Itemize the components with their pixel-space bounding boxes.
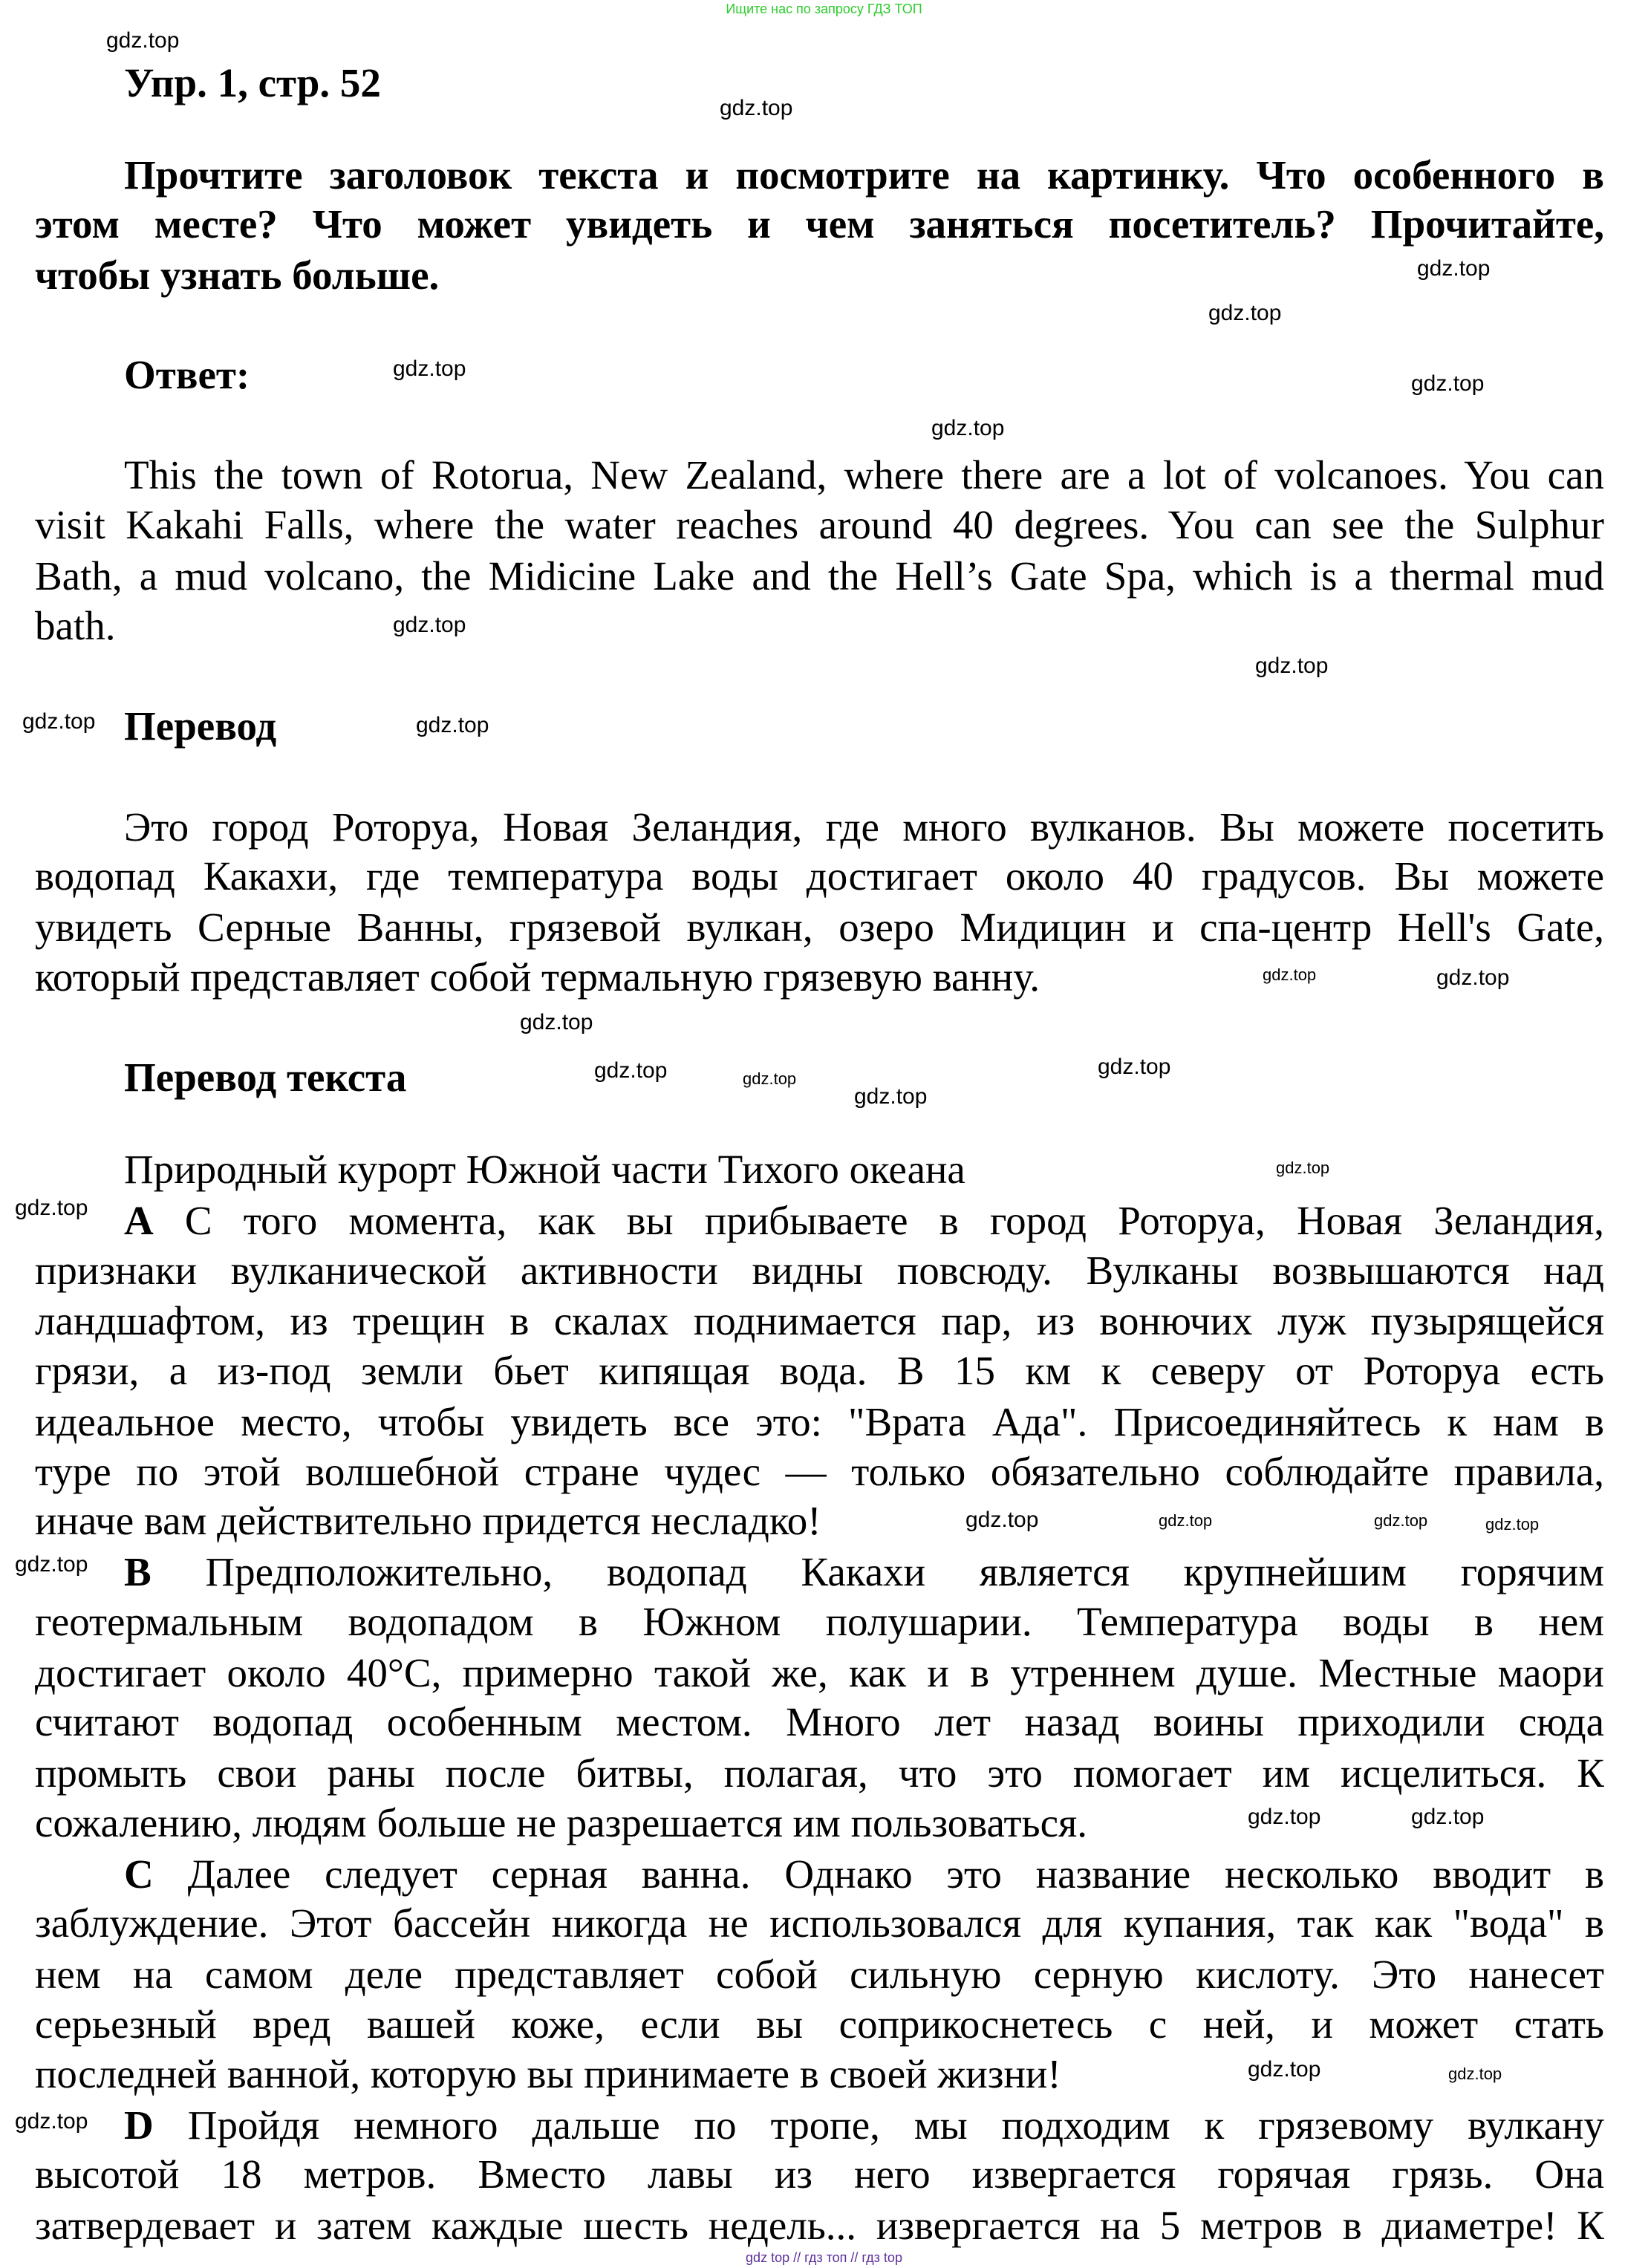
section-line: иначе вам действительно придется несладко!	[35, 1498, 821, 1543]
section-line: высотой 18 метров. Вместо лавы из него извергается горячая грязь. Она	[35, 2151, 1604, 2197]
watermark: gdz.top	[1159, 1511, 1213, 1530]
section-letter: D	[124, 2102, 154, 2148]
watermark: gdz.top	[1436, 965, 1510, 990]
text-title: Природный курорт Южной части Тихого океана	[124, 1147, 965, 1192]
section-line: считают водопад особенным местом. Много лет назад воины приходили сюда	[35, 1699, 1604, 1744]
section-line	[124, 1547, 1604, 1597]
section-line: нем на самом деле представляет собой сильную серную кислоту. Это нанесет	[35, 1952, 1604, 1997]
section-line: идеальное место, чтобы увидеть все это: "Врата Ада". Присоединяйтесь к нам в	[35, 1399, 1604, 1444]
watermark: gdz.top	[1374, 1511, 1428, 1530]
text-translation-label: Перевод текста	[124, 1055, 407, 1100]
answer-label: Ответ:	[124, 352, 250, 397]
watermark: gdz.top	[22, 709, 96, 734]
translation-line: водопад Какахи, где температура воды достигает около 40 градусов. Вы можете	[35, 853, 1604, 899]
watermark: gdz.top	[1485, 1515, 1540, 1534]
section-line: серьезный вред вашей коже, если вы соприкоснетесь с ней, и может стать	[35, 2001, 1604, 2047]
watermark: gdz.top	[1098, 1055, 1171, 1079]
section-line	[124, 1196, 1604, 1246]
section-line: промыть свои раны после битвы, полагая, что это помогает им исцелиться. К	[35, 1750, 1604, 1796]
section-text: С того момента, как вы прибываете в город Роторуа, Новая Зеландия,	[184, 1198, 1604, 1243]
question-line: этом месте? Что может увидеть и чем заняться посетитель? Прочитайте,	[35, 201, 1604, 247]
watermark: gdz.top	[106, 28, 180, 53]
section-line: грязи, а из-под земли бьет кипящая вода. В 15 км к северу от Роторуа есть	[35, 1348, 1604, 1393]
search-banner[interactable]: Ищите нас по запросу ГДЗ ТОП	[726, 1, 922, 16]
section-line: последней ванной, которую вы принимаете в своей жизни!	[35, 2051, 1061, 2096]
section-line	[124, 1849, 1604, 1900]
watermark: gdz.top	[393, 356, 466, 381]
translation-line: который представляет собой термальную грязевую ванну.	[35, 954, 1040, 1000]
translation-label: Перевод	[124, 703, 277, 749]
watermark: gdz.top	[520, 1010, 593, 1034]
section-line: затвердевает и затем каждые шесть недель... извергается на 5 метров в диаметре! К	[35, 2203, 1604, 2248]
watermark: gdz.top	[743, 1069, 797, 1088]
watermark: gdz.top	[931, 416, 1005, 440]
section-line	[124, 2100, 1604, 2151]
watermark: gdz.top	[965, 1508, 1039, 1532]
watermark: gdz.top	[720, 96, 793, 120]
answer-line: Bath, a mud volcano, the Midicine Lake and the Hell’s Gate Spa, which is a thermal mud	[35, 553, 1604, 599]
watermark: gdz.top	[594, 1058, 668, 1083]
section-text: Предположительно, водопад Какахи является крупнейшим горячим	[205, 1549, 1604, 1594]
watermark: gdz.top	[1248, 2057, 1321, 2082]
watermark: gdz.top	[1411, 1805, 1485, 1829]
answer-line: visit Kakahi Falls, where the water reaches around 40 degrees. You can see the Sulphur	[35, 502, 1604, 547]
footer-links[interactable]: gdz top // гдз топ // гдз top	[746, 2250, 902, 2265]
section-line: геотермальным водопадом в Южном полушарии. Температура воды в нем	[35, 1599, 1604, 1644]
section-line: достигает около 40°С, примерно такой же, как и в утреннем душе. Местные маори	[35, 1650, 1604, 1695]
question-line: Прочтите заголовок текста и посмотрите на картинку. Что особенного в	[124, 152, 1604, 198]
section-line: заблуждение. Этот бассейн никогда не использовался для купания, так как "вода" в	[35, 1900, 1604, 1946]
section-letter: C	[124, 1851, 154, 1897]
watermark: gdz.top	[1276, 1159, 1330, 1177]
section-text: Далее следует серная ванна. Однако это название несколько вводит в	[187, 1851, 1604, 1897]
translation-line: увидеть Серные Ванны, грязевой вулкан, озеро Мидицин и спа-центр Hell's Gate,	[35, 905, 1604, 950]
question-line: чтобы узнать больше.	[35, 252, 440, 298]
answer-line: bath.	[35, 603, 116, 648]
watermark: gdz.top	[1263, 965, 1317, 984]
watermark: gdz.top	[15, 2109, 88, 2134]
section-line: признаки вулканической активности видны повсюду. Вулканы возвышаются над	[35, 1248, 1604, 1293]
answer-line: This the town of Rotorua, New Zealand, where there are a lot of volcanoes. You can	[124, 452, 1604, 498]
exercise-heading: Упр. 1, стр. 52	[124, 60, 381, 105]
watermark: gdz.top	[15, 1196, 88, 1220]
section-letter: A	[124, 1198, 154, 1243]
watermark: gdz.top	[1417, 256, 1491, 281]
watermark: gdz.top	[854, 1084, 928, 1109]
watermark: gdz.top	[15, 1552, 88, 1577]
section-line: туре по этой волшебной стране чудес — только обязательно соблюдайте правила,	[35, 1449, 1604, 1494]
section-letter: B	[124, 1549, 152, 1594]
watermark: gdz.top	[1448, 2065, 1502, 2083]
section-line: сожалению, людям больше не разрешается им пользоваться.	[35, 1800, 1088, 1845]
watermark: gdz.top	[1248, 1805, 1321, 1829]
watermark: gdz.top	[393, 613, 466, 637]
watermark: gdz.top	[1255, 654, 1329, 678]
section-text: Пройдя немного дальше по тропе, мы подходим к грязевому вулкану	[187, 2102, 1604, 2148]
watermark: gdz.top	[416, 713, 489, 737]
section-line: ландшафтом, из трещин в скалах поднимается пар, из вонючих луж пузырящейся	[35, 1298, 1604, 1343]
watermark: gdz.top	[1208, 301, 1282, 325]
watermark: gdz.top	[1411, 371, 1485, 396]
translation-line: Это город Роторуа, Новая Зеландия, где много вулканов. Вы можете посетить	[124, 804, 1604, 850]
